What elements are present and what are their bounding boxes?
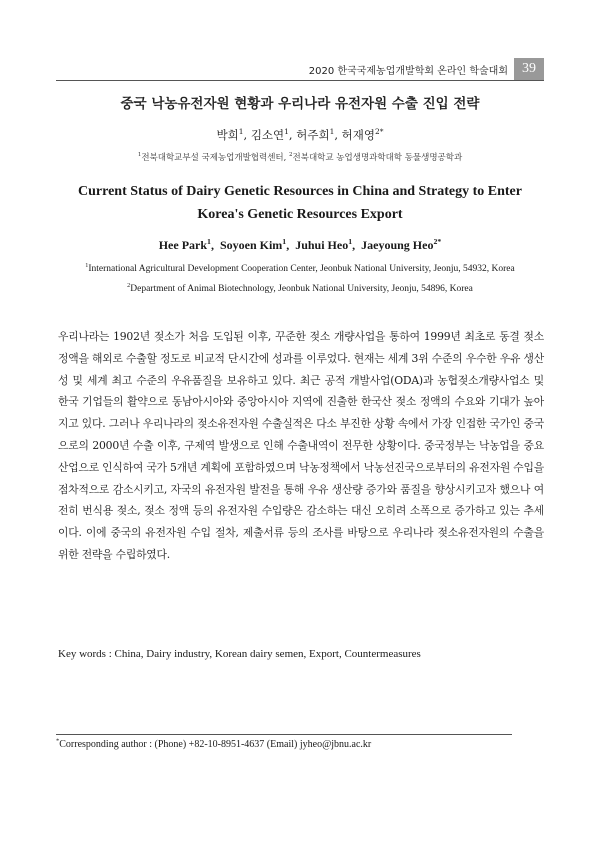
author-mark: 1 xyxy=(238,127,244,137)
english-title xyxy=(40,180,560,226)
korean-affiliations: $^1$전북대학교부설 국제농업개발협력센터, $^2$전북대학교 농업생명과학대학 동물생명공학과 xyxy=(137,152,463,163)
page-number: 39 xyxy=(514,58,544,80)
footnote-mark: * xyxy=(56,737,60,745)
corresponding-author-footnote xyxy=(56,739,371,750)
author-mark: 1 xyxy=(284,127,289,137)
author-mark: 1 xyxy=(282,237,287,246)
korean-affiliation-1: 전북대학교부설 국제농업개발협력센터, xyxy=(141,153,287,163)
header-rule xyxy=(56,80,544,81)
author-mark: 2* xyxy=(374,127,384,137)
author-name: 김소연 xyxy=(250,128,285,142)
keywords: Key words : China, Dairy industry, Korean dairy semen, Export, Countermeasures xyxy=(58,648,421,660)
korean-affiliation-2: 전북대학교 농업생명과학대학 동물생명공학과 xyxy=(292,153,463,163)
english-title-line: Current Status of Dairy Genetic Resources in China and Strategy to Enter xyxy=(78,184,522,199)
korean-title: 중국 낙농유전자원 현황과 우리나라 유전자원 수출 진입 전략 xyxy=(120,96,480,112)
author-mark: 1 xyxy=(329,127,335,137)
korean-authors: 박희$^1$, 김소연$^1$, 허주희$^1$, 허재영$^{2*}$ xyxy=(216,127,384,142)
author-mark: 1 xyxy=(348,237,353,246)
author-mark: 1 xyxy=(207,237,211,246)
conference-name: 2020 한국국제농업개발학회 온라인 학술대회 xyxy=(308,65,508,77)
author-name: Soyoen Kim xyxy=(219,238,283,252)
author-name: Jaeyoung Heo xyxy=(361,238,434,252)
author-name: Hee Park xyxy=(158,238,208,252)
english-affiliation-1: $^1$International Agricultural Development Cooperation Center, Jeonbuk National University, Jeonju, 54932, Korea xyxy=(85,262,515,274)
author-mark: 2* xyxy=(433,237,442,246)
footnote-rule xyxy=(56,734,512,735)
running-header xyxy=(309,58,544,80)
author-name: Juhui Heo xyxy=(295,238,349,252)
footnote-text: Corresponding author : (Phone) +82-10-8951-4637 (Email) jyheo@jbnu.ac.kr xyxy=(59,739,372,750)
author-name: 박희 xyxy=(216,128,239,142)
english-affiliation-2: $^2$Department of Animal Biotechnology, Jeonbuk National University, Jeonju, 54896, Korea xyxy=(127,282,473,294)
english-title-line: Korea's Genetic Resources Export xyxy=(197,207,403,222)
author-name: 허주희 xyxy=(296,128,330,142)
author-name: 허재영 xyxy=(341,128,375,142)
abstract-body: 우리나라는 1902년 젖소가 처음 도입된 이후, 꾸준한 젖소 개량사업을 통하여 1999년 최초로 동결 젖소 정액을 해외로 수출할 정도로 비교적 단시간에 성과를 이루었다. 현재는 세계 3위 수준의 우수한 우유 생산성 및 세계 최고 수준의 우유품질을 보유하고 있다. 최근 공적 개발사업(ODA)과 농협젖소개량사업소 및 한국 기업들의 활약으로 동남아시아와 중앙아시아 지역에 진출한 한국산 젖소 정액의 수요와 기대가 높아지고 있다. 그러나 우리나라의 젖소유전자원 수출실적은 다소 부진한 상황 속에서 가장 인접한 국가인 중국으로의 2000년 수출 이후, 구제역 발생으로 인해 수출내역이 전무한 상황이다. 중국정부는 낙농업을 중요산업으로 인식하여 국가 5개년 계획에 포함하였으며 낙농정책에서 낙농선진국으로부터의 유전자원 수입을 점차적으로 감소시키고, 자국의 유전자원 발전을 통해 우유 생산량 증가와 품질을 향상시키고자 했으나 여전히 번식용 젖소, 젖소 정액 등의 유전자원 수입량은 감소하는 대신 오히려 소폭으로 증가하고 있는 추세이다. 이에 중국의 유전자원 수입 절차, 제출서류 등의 조사를 바탕으로 우리나라 젖소유전자원의 수출을 위한 전략을 수립하였다. xyxy=(58,330,545,561)
english-authors: Hee Park$^1$, Soyoen Kim$^1$, Juhui Heo$^1$, Jaeyoung Heo$^{2*}$ xyxy=(158,237,442,252)
